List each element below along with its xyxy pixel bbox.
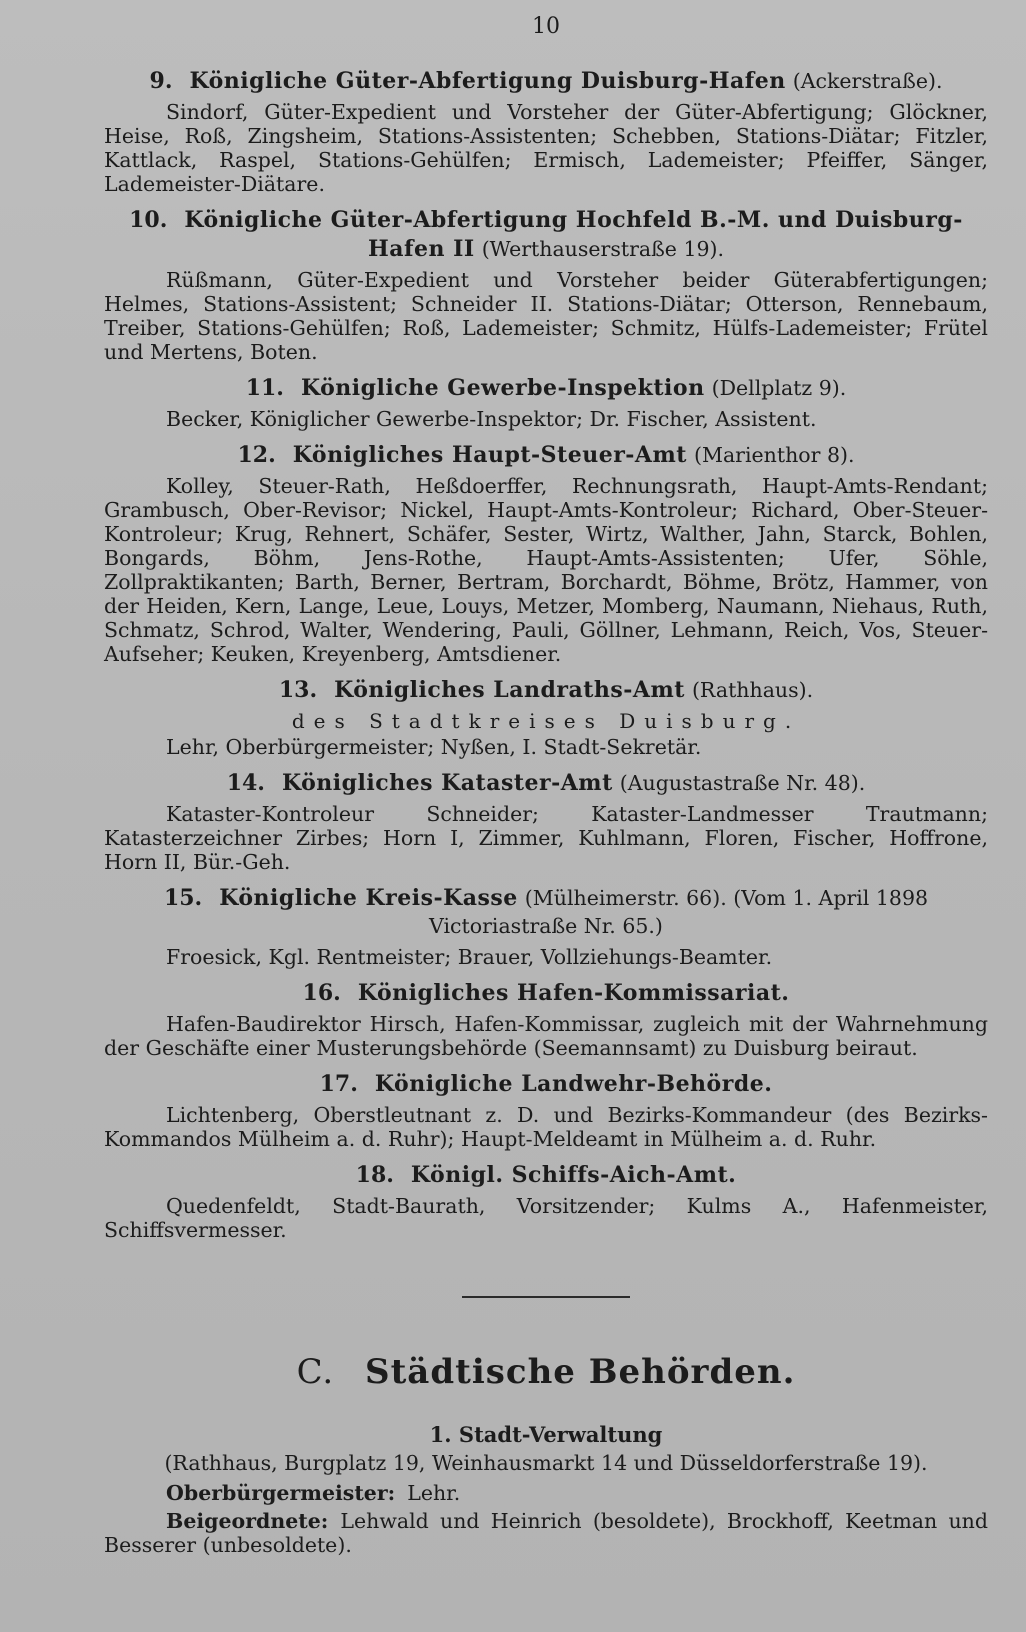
entry-number: 18. (355, 1162, 394, 1188)
section-letter: C. (296, 1352, 335, 1392)
entry-title: Königliches Haupt-Steuer-Amt (292, 442, 687, 468)
deputies-names: Lehwald und Heinrich (besoldete), Brockhoff, Keetman und Besserer (unbesoldete). (104, 1509, 988, 1557)
entry-title: Königliche Güter-Abfertigung Duisburg-Hafen (189, 68, 786, 94)
entry-text: Lichtenberg, Oberstleutnant z. D. und Bezirks-Kommandeur (des Bezirks-Kommandos Mülheim a. d. Ruhr); Haupt-Meldeamt in Mülheim a. d. Ruhr. (104, 1103, 988, 1151)
entry-number: 13. (278, 677, 318, 703)
mayor-name: Lehr. (407, 1481, 461, 1505)
deputies-line (104, 1509, 988, 1557)
entry-address: (Dellplatz 9). (711, 376, 847, 400)
entry-text: Quedenfeldt, Stadt-Baurath, Vorsitzender; Kulms A., Hafenmeister, Schiffsvermesser. (104, 1194, 988, 1242)
mayor-line (104, 1481, 988, 1505)
entry-address: (Mülheimerstr. 66). (Vom 1. April 1898 Victoriastraße Nr. 65.) (429, 886, 929, 938)
section-heading (104, 1352, 988, 1392)
entry-address: (Rathhaus). (691, 678, 814, 702)
entry-heading (104, 769, 988, 798)
entry-address: (Ackerstraße). (792, 69, 943, 93)
entry-number: 9. (149, 68, 173, 94)
section-title: Städtische Behörden. (365, 1352, 796, 1392)
deputies-label: Beigeordnete: (166, 1509, 329, 1533)
entry-heading (104, 374, 988, 403)
entry-heading (104, 441, 988, 470)
entry-heading (104, 1070, 988, 1099)
entry-heading (104, 206, 988, 264)
entry-heading (104, 1161, 988, 1190)
entry-text: Froesick, Kgl. Rentmeister; Brauer, Vollziehungs-Beamter. (166, 945, 773, 969)
entry-number: 14. (226, 770, 265, 796)
entry-number: 17. (319, 1071, 358, 1097)
entry-number: 16. (302, 980, 341, 1006)
subsection-heading (104, 1422, 988, 1447)
entry-heading (104, 884, 988, 941)
entry-title: Königliche Landwehr-Behörde. (374, 1071, 773, 1097)
entry-text: Kataster-Kontroleur Schneider; Kataster-Landmesser Trautmann; Katasterzeichner Zirbes; Horn I, Zimmer, Kuhlmann, Floren, Fischer, Hoffrone, Horn II, Bür.-Geh. (104, 802, 988, 874)
entry-heading (104, 67, 988, 96)
entry-title: Königliche Gewerbe-Inspektion (300, 375, 705, 401)
page-number: 10 (532, 14, 560, 39)
entry-text: Sindorf, Güter-Expedient und Vorsteher der Güter-Abfertigung; Glöckner, Heise, Roß, Zingsheim, Stations-Assistenten; Schebben, Stations-Diätar; Fitzler, Kattlack, Raspel, Stations-Gehülfen; Ermisch, Lademeister; Pfeiffer, Sänger, Lademeister-Diätare. (104, 100, 988, 196)
entry-number: 10. (129, 207, 168, 233)
entry-number: 11. (245, 375, 284, 401)
subsection-number: 1. (429, 1422, 452, 1447)
subsection-address: (Rathhaus, Burgplatz 19, Weinhausmarkt 14 und Düsseldorferstraße 19). (164, 1451, 928, 1475)
mayor-label: Oberbürgermeister: (166, 1481, 396, 1505)
entry-number: 15. (163, 885, 203, 911)
entry-heading (104, 676, 988, 705)
entry-number: 12. (237, 442, 276, 468)
entry-text: Hafen-Baudirektor Hirsch, Hafen-Kommissar, zugleich mit der Wahrnehmung der Geschäfte einer Musterungsbehörde (Seemannsamt) zu Duisburg beiraut. (104, 1012, 988, 1060)
entry-text: Kolley, Steuer-Rath, Heßdoerffer, Rechnungsrath, Haupt-Amts-Rendant; Grambusch, Ober-Revisor; Nickel, Haupt-Amts-Kontroleur; Richard, Ober-Steuer-Kontroleur; Krug, Rehnert, Schäfer, Sester, Wirtz, Walther, Jahn, Starck, Bohlen, Bongards, Böhm, Jens-Rothe, Haupt-Amts-Assistenten; Ufer, Söhle, Zollpraktikanten; Barth, Berner, Bertram, Borchardt, Böhme, Brötz, Hammer, von der Heiden, Kern, Lange, Leue, Louys, Metzer, Momberg, Naumann, Niehaus, Ruth, Schmatz, Schrod, Walter, Wendering, Pauli, Göllner, Lehmann, Reich, Vos, Steuer-Aufseher; Keuken, Kreyenberg, Amtsdiener. (104, 474, 988, 666)
entry-text: Rüßmann, Güter-Expedient und Vorsteher beider Güterabfertigungen; Helmes, Stations-Assistent; Schneider II. Stations-Diätar; Otterson, Rennebaum, Treiber, Stations-Gehülfen; Roß, Lademeister; Schmitz, Hülfs-Lademeister; Frütel und Mertens, Boten. (104, 268, 988, 364)
section-divider (462, 1296, 630, 1298)
entry-text: Lehr, Oberbürgermeister; Nyßen, I. Stadt-Sekretär. (166, 735, 702, 759)
entry-title: Königliche Kreis-Kasse (219, 885, 518, 911)
entry-heading (104, 979, 988, 1008)
entry-address: (Werthauserstraße 19). (481, 237, 725, 261)
entry-title: Königliches Landraths-Amt (334, 677, 685, 703)
entry-address: (Marienthor 8). (693, 443, 855, 467)
entry-title: Königliches Hafen-Kommissariat. (357, 980, 790, 1006)
entry-title: Königliches Kataster-Amt (281, 770, 613, 796)
subsection-title: Stadt-Verwaltung (458, 1422, 663, 1447)
entry-title: Königliche Güter-Abfertigung Hochfeld B.-M. und Duisburg-Hafen II (184, 207, 963, 262)
entry-text: Becker, Königlicher Gewerbe-Inspektor; Dr. Fischer, Assistent. (166, 407, 817, 431)
entry-subline: des Stadtkreises Duisburg. (291, 709, 801, 733)
entry-address: (Augustastraße Nr. 48). (619, 771, 866, 795)
entry-title: Königl. Schiffs-Aich-Amt. (410, 1162, 737, 1188)
